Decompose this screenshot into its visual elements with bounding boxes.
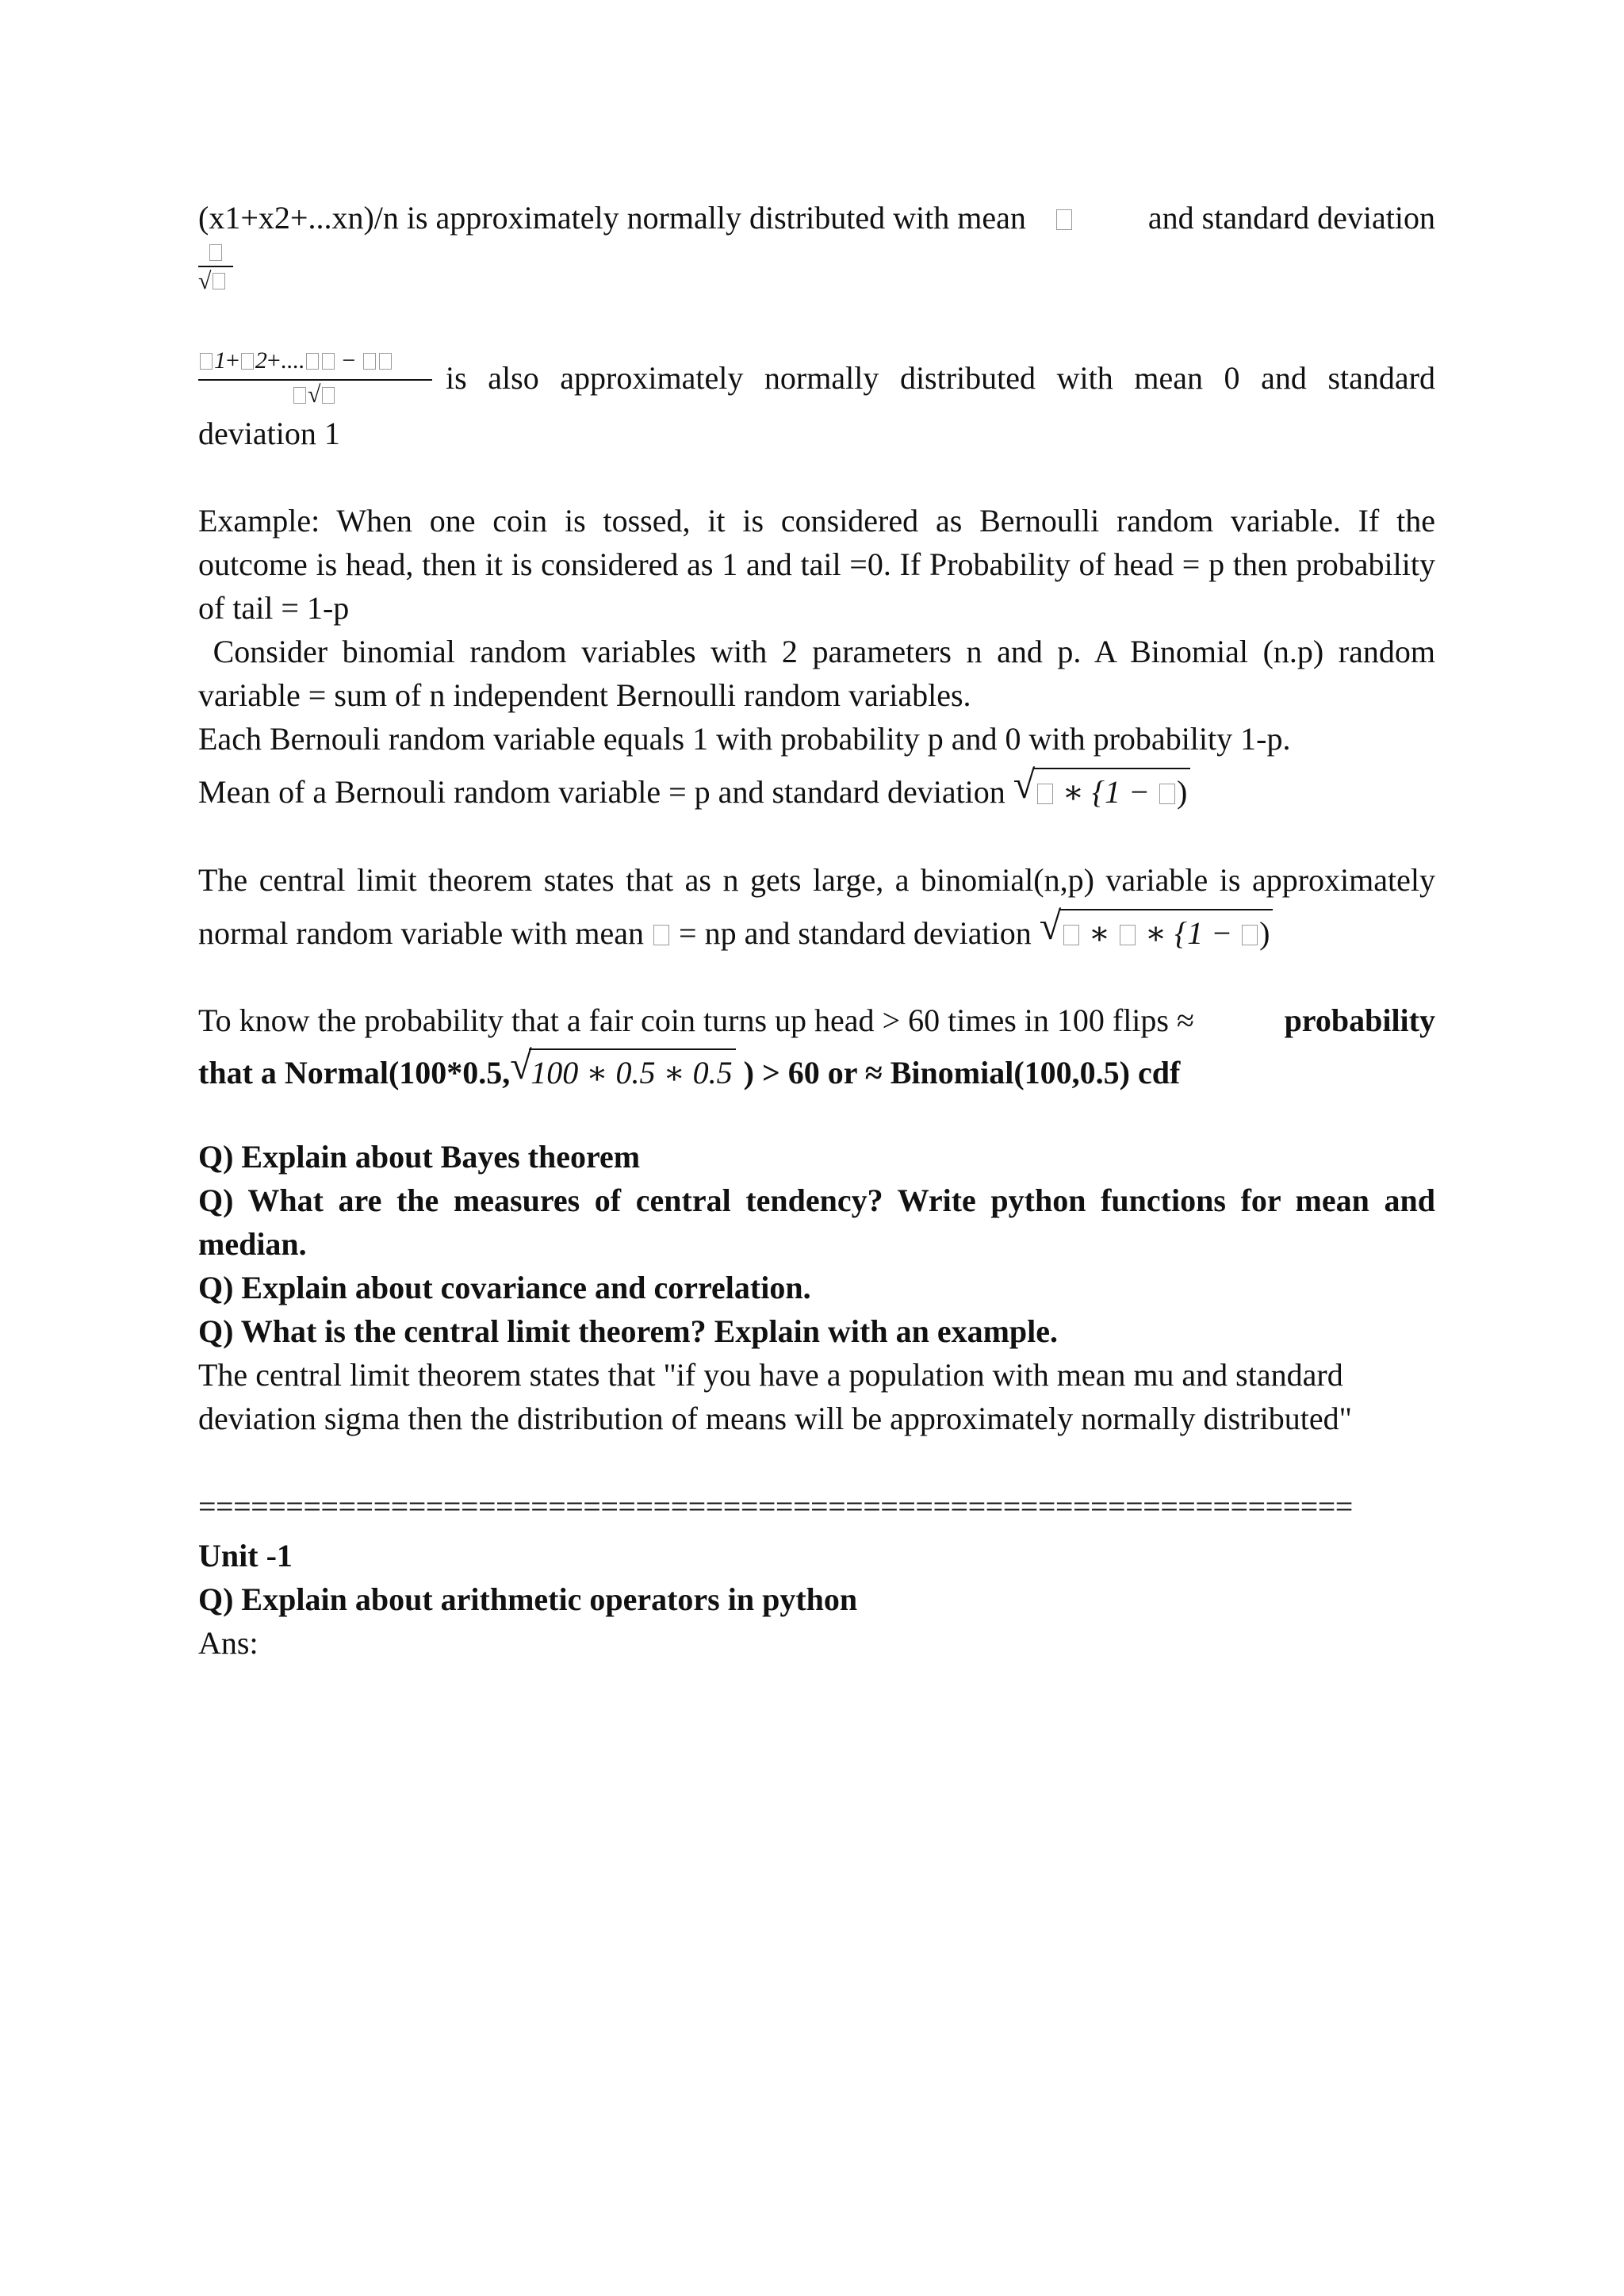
text-segment: To know the probability that a fair coin turns up head > 60 times in 100 flips ≈ [198, 1002, 1194, 1038]
separator-line: ================================================================== [198, 1491, 1353, 1523]
text-segment: Mean of a Bernouli random variable = p and standard deviation [198, 774, 1005, 810]
sqrt-n: √ [198, 268, 227, 295]
text-segment: that a Normal(100*0.5, [198, 1055, 511, 1091]
answer-label: Ans: [198, 1625, 259, 1661]
fraction-denominator: √ [292, 381, 336, 408]
answer-clt-line-1: The central limit theorem states that "if you have a population with mean mu and standard [198, 1357, 1343, 1393]
sigma-over-sqrt-n-fraction [198, 241, 233, 305]
missing-glyph-sigma [209, 244, 222, 261]
text-segment: ) > 60 or ≈ Binomial(100,0.5) cdf [743, 1055, 1181, 1091]
fraction-numerator: 1+ 2+.... − [198, 347, 393, 374]
answer-clt-line-2: deviation sigma then the distribution of means will be approximately normally distributed" [198, 1401, 1352, 1436]
clt-line-1 [198, 197, 1435, 240]
standardized-sum-fraction [198, 347, 432, 411]
sqrt-expression: √ 100 ∗ 0.5 ∗ 0.5 [510, 1048, 735, 1094]
sqrt-expression: √ ∗ ∗ {1 − ) [1040, 909, 1274, 955]
question-central-tendency-line-2: median. [198, 1226, 307, 1262]
fair-coin-line-1 [198, 999, 1435, 1042]
fraction-bar [198, 379, 432, 381]
example-line-3: of tail = 1-p [198, 590, 350, 626]
text-segment: normal random variable with mean [198, 915, 645, 951]
clt-line-3: deviation 1 [198, 416, 340, 451]
binomial-line-1: Consider binomial random variables with 2 parameters n and p. A Binomial (n.p) random [198, 634, 1435, 669]
text-segment: = np and standard deviation [679, 915, 1032, 951]
text-segment: (x1+x2+...xn)/n is approximately normally distributed with mean [198, 200, 1026, 236]
example-line-2: outcome is head, then it is considered as 1 and tail =0. If Probability of head = p then probability [198, 546, 1435, 582]
example-line-1: Example: When one coin is tossed, it is considered as Bernoulli random variable. If the [198, 503, 1435, 539]
clt-binomial-line-1: The central limit theorem states that as n gets large, a binomial(n,p) variable is approximately [198, 862, 1435, 898]
missing-glyph-mu [653, 925, 669, 945]
sqrt-expression: √ ∗ {1 − ) [1013, 768, 1191, 814]
binomial-line-4 [198, 768, 1435, 814]
text-segment: probability [1284, 1002, 1435, 1038]
question-arithmetic-operators: Q) Explain about arithmetic operators in python [198, 1581, 858, 1617]
missing-glyph-mu [1056, 209, 1072, 230]
unit-heading: Unit -1 [198, 1538, 293, 1573]
clt-binomial-line-2 [198, 909, 1435, 955]
clt-line-2: is also approximately normally distributed with mean 0 and standard [446, 360, 1435, 396]
binomial-line-3: Each Bernouli random variable equals 1 with probability p and 0 with probability 1-p. [198, 721, 1291, 757]
text-segment: and standard deviation [1147, 200, 1435, 236]
question-bayes: Q) Explain about Bayes theorem [198, 1139, 641, 1175]
question-clt: Q) What is the central limit theorem? Explain with an example. [198, 1313, 1059, 1349]
fraction-bar [198, 266, 233, 267]
question-central-tendency-line-1: Q) What are the measures of central tendency? Write python functions for mean and [198, 1182, 1435, 1218]
question-covariance: Q) Explain about covariance and correlation. [198, 1270, 811, 1305]
fair-coin-line-2 [198, 1048, 1435, 1094]
binomial-line-2: variable = sum of n independent Bernoulli random variables. [198, 677, 971, 713]
